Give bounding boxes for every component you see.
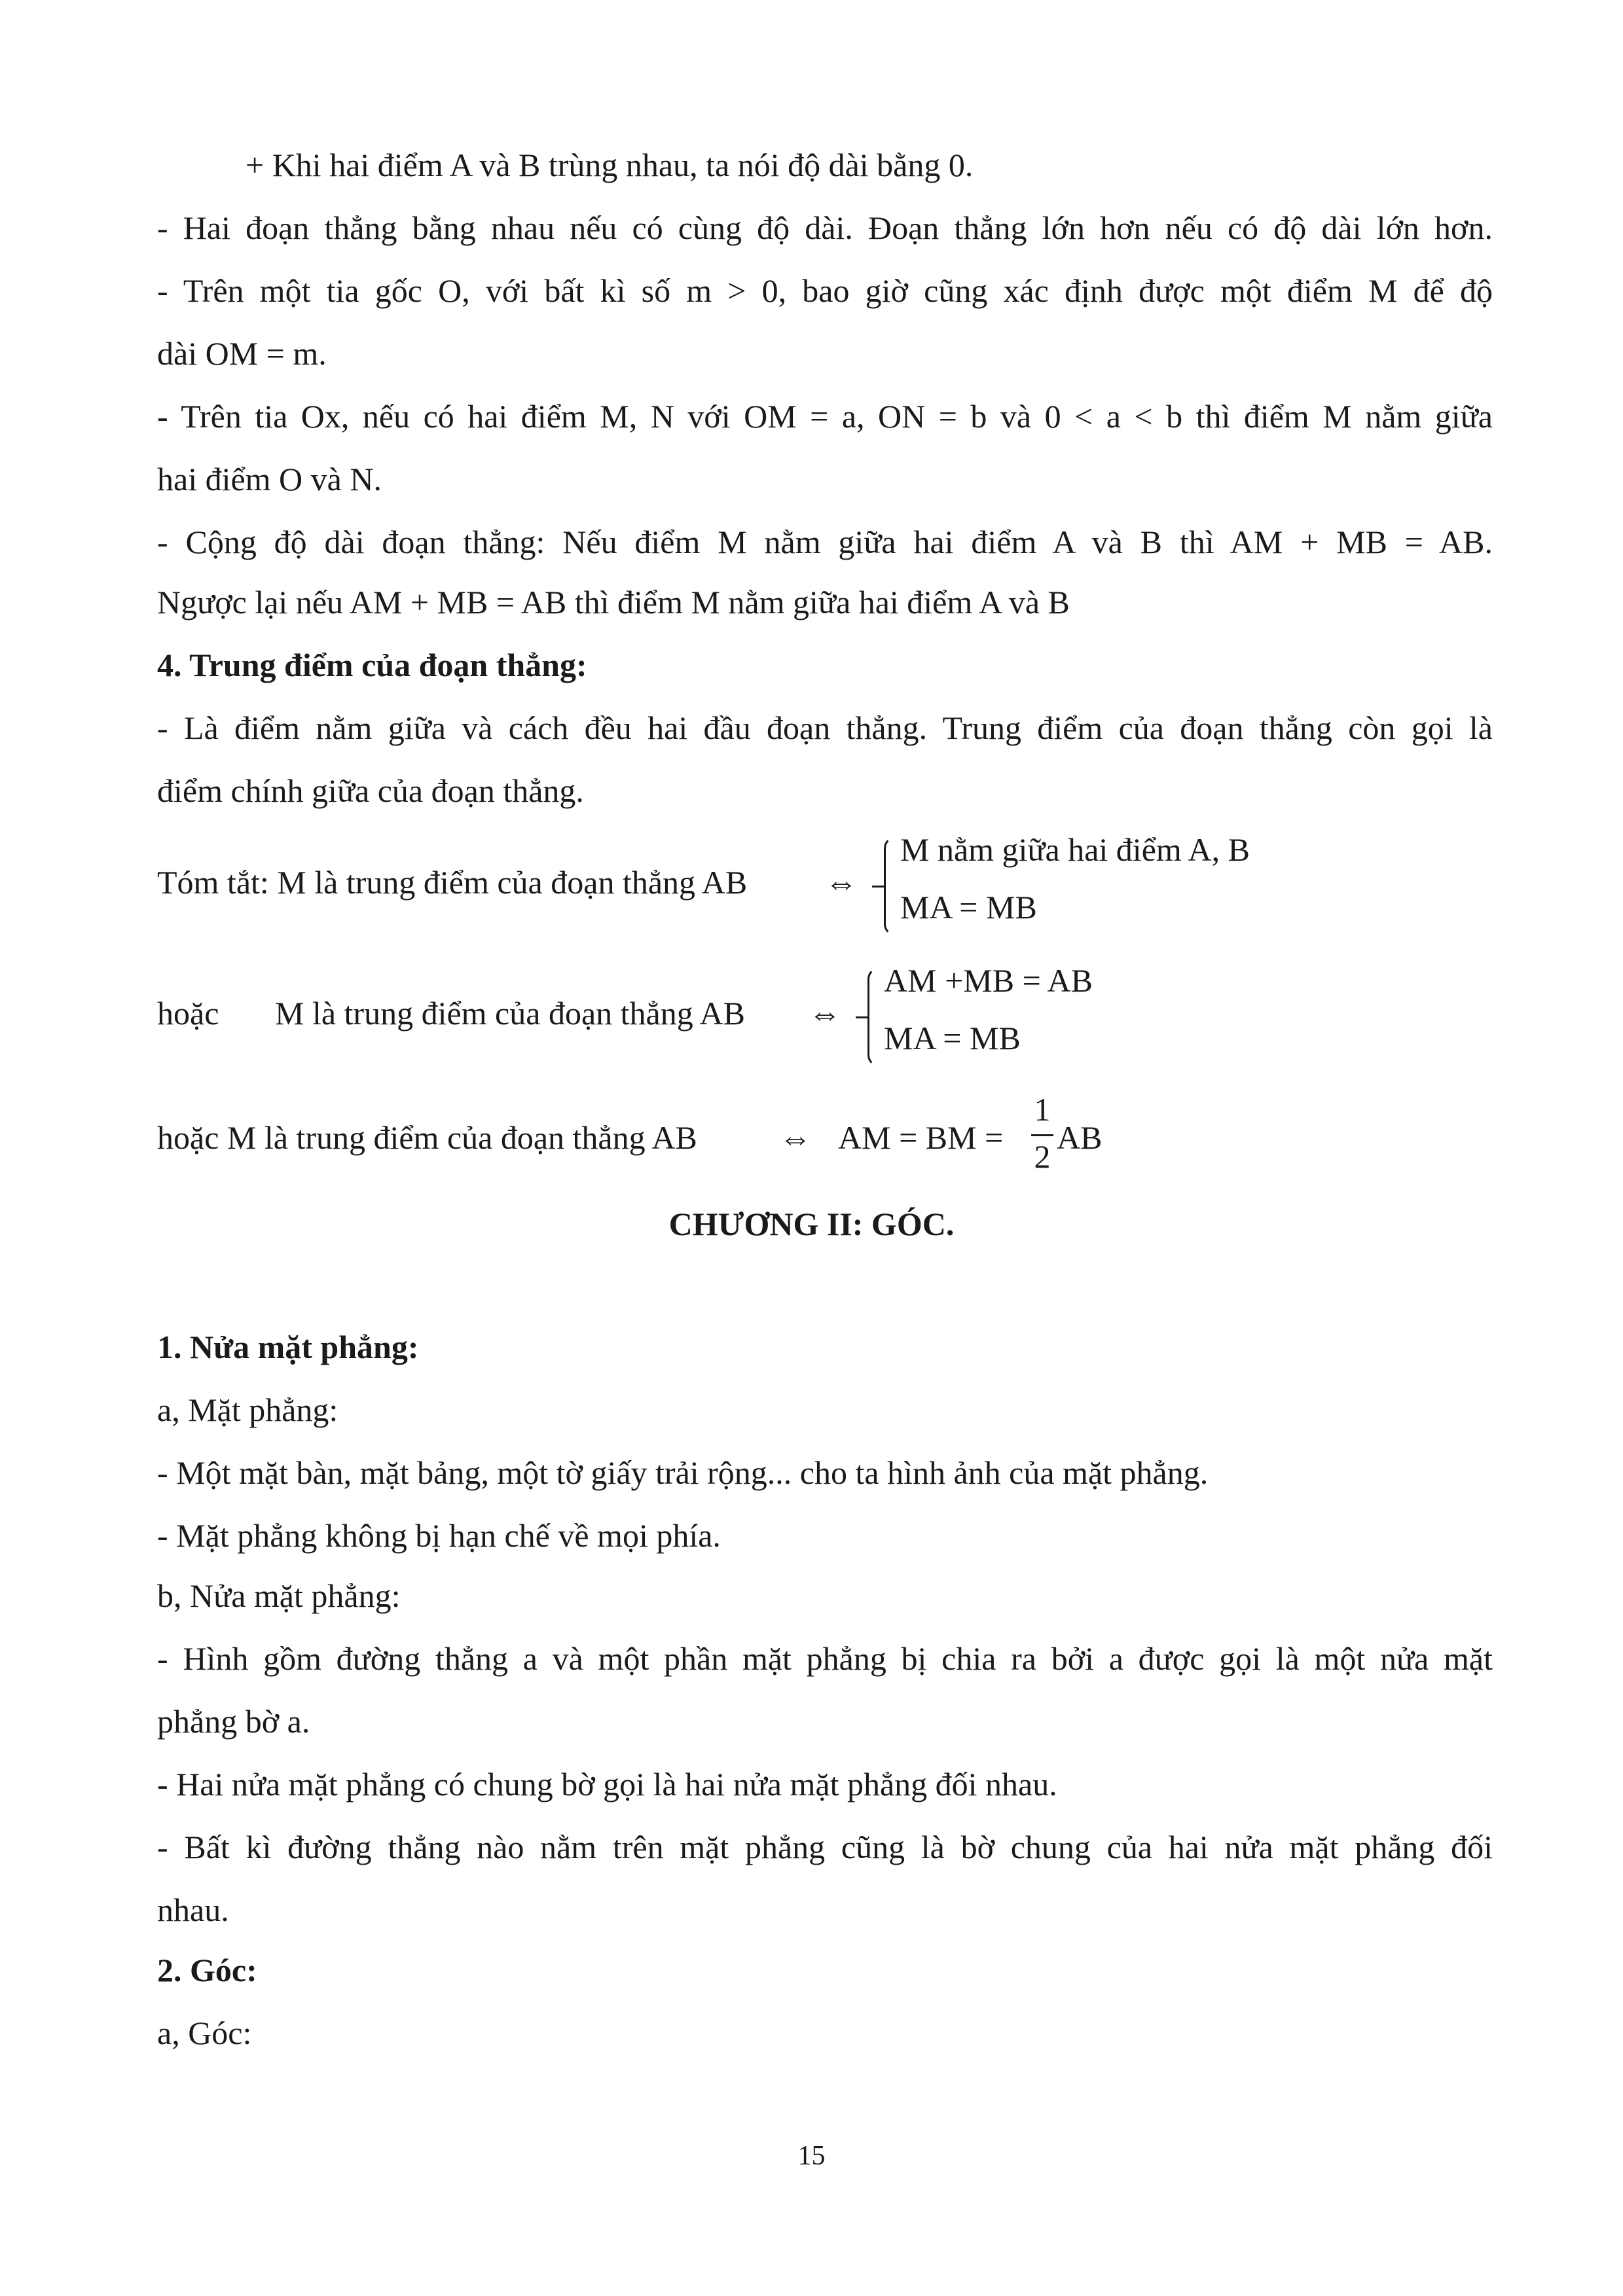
- section-heading: 4. Trung điểm của đoạn thẳng:: [157, 647, 587, 683]
- formula-equation: AM = BM =: [838, 1119, 1004, 1156]
- section-heading: 2. Góc:: [157, 1952, 257, 1988]
- text-line: - Cộng độ dài đoạn thẳng: Nếu điểm M nằm giữa hai điểm A và B thì AM + MB = AB.: [157, 524, 1493, 560]
- text-line: phẳng bờ a.: [157, 1703, 310, 1740]
- formula-tail: AB: [1057, 1119, 1103, 1156]
- text-line: Ngược lại nếu AM + MB = AB thì điểm M nằm giữa hai điểm A và B: [157, 584, 1070, 620]
- iff-symbol: ⇔: [779, 1119, 812, 1156]
- subsection-heading: b, Nửa mặt phẳng:: [157, 1577, 401, 1614]
- text-line: - Hai nửa mặt phẳng có chung bờ gọi là hai nửa mặt phẳng đối nhau.: [157, 1766, 1057, 1803]
- text-line: - Một mặt bàn, mặt bảng, một tờ giấy trải rộng... cho ta hình ảnh của mặt phẳng.: [157, 1454, 1209, 1491]
- chapter-title: CHƯƠNG II: GÓC.: [668, 1206, 955, 1242]
- text-line: - Bất kì đường thẳng nào nằm trên mặt phẳng cũng là bờ chung của hai nửa mặt phẳng đối: [157, 1829, 1493, 1865]
- system-brace: [867, 967, 881, 1067]
- text-line: - Trên tia Ox, nếu có hai điểm M, N với OM = a, ON = b và 0 < a < b thì điểm M nằm giữa: [157, 398, 1493, 435]
- subsection-heading: a, Mặt phẳng:: [157, 1391, 338, 1428]
- text-line: + Khi hai điểm A và B trùng nhau, ta nói độ dài bằng 0.: [246, 147, 974, 183]
- formula-left: M là trung điểm của đoạn thẳng AB: [275, 995, 745, 1031]
- formula-left: hoặc M là trung điểm của đoạn thẳng AB: [157, 1119, 697, 1156]
- text-line: nhau.: [157, 1892, 229, 1928]
- system-row: MA = MB: [900, 889, 1037, 925]
- text-line: - Trên một tia gốc O, với bất kì số m > 0, bao giờ cũng xác định được một điểm M để độ: [157, 272, 1493, 309]
- system-row: MA = MB: [884, 1020, 1021, 1056]
- section-heading: 1. Nửa mặt phẳng:: [157, 1329, 419, 1365]
- system-row: AM +MB = AB: [884, 962, 1093, 999]
- page-number: 15: [797, 2141, 826, 2171]
- iff-symbol: ⇔: [825, 864, 858, 901]
- system-row: M nằm giữa hai điểm A, B: [900, 831, 1250, 868]
- text-line: điểm chính giữa của đoạn thẳng.: [157, 772, 584, 809]
- text-line: - Là điểm nằm giữa và cách đều hai đầu đoạn thẳng. Trung điểm của đoạn thẳng còn gọi là: [157, 709, 1493, 746]
- formula-left: Tóm tắt: M là trung điểm của đoạn thẳng AB: [157, 864, 748, 901]
- formula-prefix: hoặc: [157, 995, 219, 1031]
- text-line: - Hai đoạn thẳng bằng nhau nếu có cùng độ dài. Đoạn thẳng lớn hơn nếu có độ dài lớn hơn.: [157, 209, 1493, 246]
- text-line: hai điểm O và N.: [157, 461, 382, 497]
- iff-symbol: ⇔: [809, 995, 841, 1031]
- fraction-numerator: 1: [1034, 1091, 1051, 1128]
- text-line: dài OM = m.: [157, 335, 327, 372]
- fraction-denominator: 2: [1034, 1138, 1051, 1175]
- system-brace: [884, 836, 898, 936]
- text-line: - Mặt phẳng không bị hạn chế về mọi phía.: [157, 1517, 721, 1554]
- text-line: - Hình gồm đường thẳng a và một phần mặt phẳng bị chia ra bởi a được gọi là một nửa mặt: [157, 1640, 1493, 1677]
- subsection-heading: a, Góc:: [157, 2015, 252, 2051]
- fraction-bar: [1031, 1134, 1053, 1136]
